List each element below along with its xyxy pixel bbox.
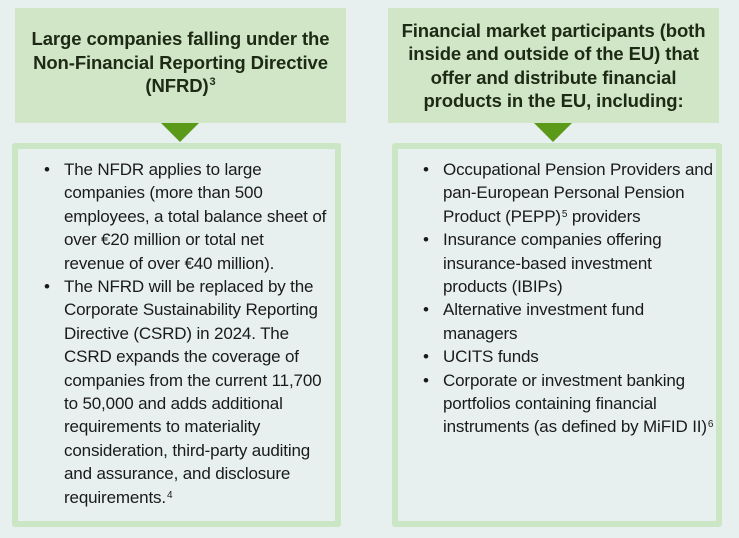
fmp-bullet-list [423,158,714,439]
nfrd-details-box [12,143,341,527]
list-item [423,345,714,368]
down-arrow-icon [534,123,572,142]
bullet-text: Corporate or investment banking portfolios containing financial instruments (as defined by MiFID II) [443,370,707,437]
bullet-icon: • [423,347,429,367]
bullet-icon: • [423,230,429,250]
list-item [423,158,714,228]
fmp-header-box [388,8,719,123]
footnote-4: 4 [166,489,173,501]
bullet-text: The NFRD will be replaced by the Corporate Sustainability Reporting Directive (CSRD) in 2024. The CSRD expands the coverage of companies from the current 11,700 to 50,000 and adds additional requirements to materiality consideration, third-party auditing and assurance, and disclosure requirements. [64,277,322,507]
footnote-3: 3 [209,76,216,89]
bullet-icon: • [423,370,429,390]
list-item [44,158,327,275]
bullet-text: Alternative investment fund managers [443,300,645,343]
footnote-5: 5 [561,208,568,220]
nfrd-header-title [29,27,332,98]
nfrd-bullet-list [44,158,327,509]
footnote-6: 6 [707,419,714,431]
bullet-text: Insurance companies offering insurance-based investment products (IBIPs) [443,230,662,297]
bullet-icon: • [423,160,429,179]
list-item [423,369,714,439]
fmp-header-title: Financial market participants (both inside and outside of the EU) that offer and distribute financial products in the EU, including: [401,19,706,111]
bullet-text: UCITS funds [443,347,539,367]
list-item [44,275,327,509]
bullet-text: Occupational Pension Providers and pan-European Personal Pension Product (PEPP) [443,160,713,226]
bullet-icon: • [44,277,50,297]
list-item [423,298,714,345]
fmp-details-box [392,143,722,527]
bullet-text: The NFDR applies to large companies (more than 500 employees, a total balance sheet of over €20 million or total net revenue of over €40 million). [64,160,327,273]
bullet-icon: • [44,160,50,179]
down-arrow-icon [161,123,199,142]
list-item [423,228,714,298]
bullet-text-continued: providers [567,206,641,226]
bullet-icon: • [423,300,429,320]
nfrd-header-text: Large companies falling under the Non-Financial Reporting Directive (NFRD) [31,28,330,97]
nfrd-header-box [15,8,346,123]
